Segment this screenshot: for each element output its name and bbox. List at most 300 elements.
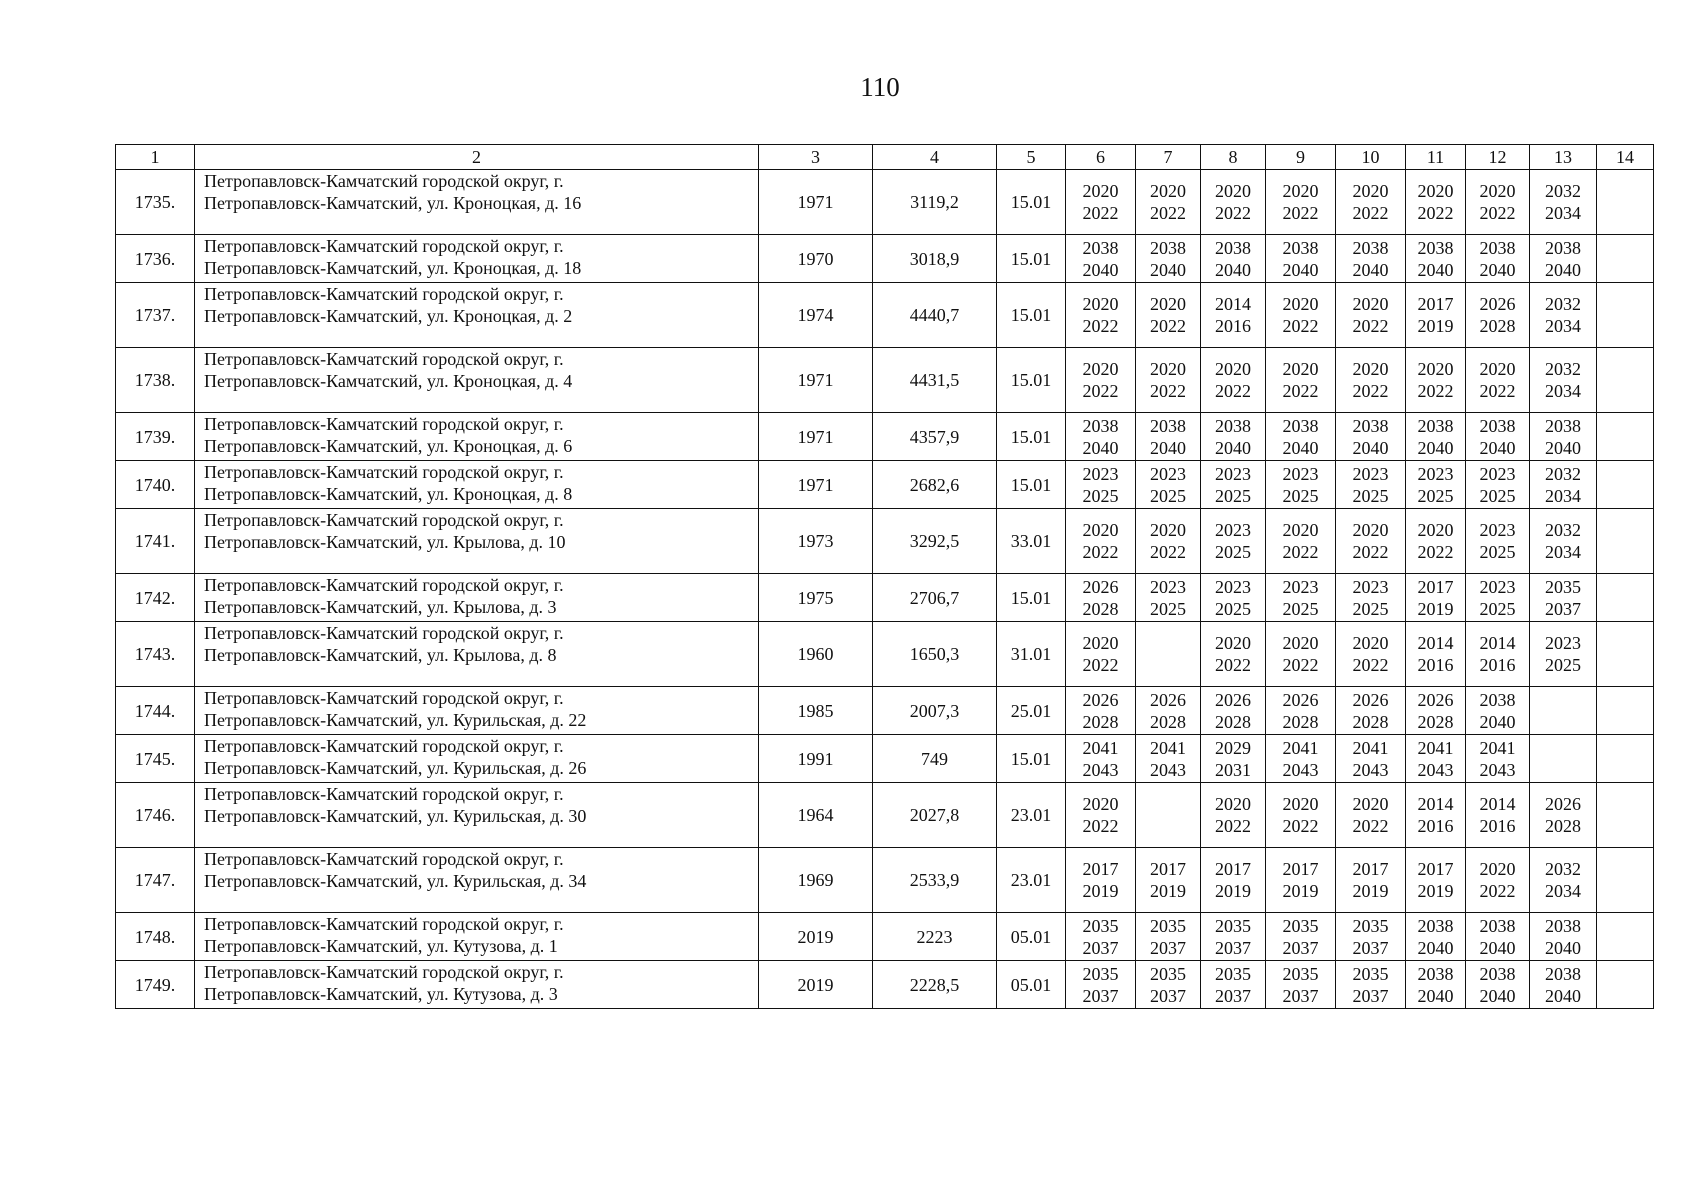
- total-area: 2007,3: [873, 687, 997, 735]
- period-start: 2020: [1215, 794, 1251, 814]
- address-line: Петропавловск-Камчатский, ул. Крылова, д. 8: [204, 645, 557, 665]
- period-end: 2040: [1479, 985, 1516, 1006]
- period-cell: [1201, 574, 1266, 622]
- period-cell: [1466, 735, 1530, 783]
- period-end: 2019: [1215, 881, 1251, 901]
- period-cell: [1136, 913, 1201, 961]
- period-cell: [1136, 170, 1201, 235]
- period-end: 2025: [1282, 598, 1319, 619]
- period-end: 2028: [1479, 316, 1516, 336]
- period-end: 2034: [1545, 203, 1581, 223]
- period-cell: [1201, 687, 1266, 735]
- period-end: 2037: [1282, 937, 1319, 958]
- wear-code: 15.01: [997, 235, 1066, 283]
- period-cell: [1530, 574, 1597, 622]
- address-line: Петропавловск-Камчатский, ул. Кроноцкая, д. 16: [204, 193, 582, 213]
- period-start: 2032: [1545, 859, 1581, 879]
- period-cell: [1336, 413, 1406, 461]
- address-cell: [195, 687, 759, 735]
- wear-code: 15.01: [997, 574, 1066, 622]
- period-cell: [1336, 574, 1406, 622]
- period-end: 2040: [1479, 437, 1516, 458]
- period-start: 2032: [1545, 181, 1581, 201]
- period-start: 2017: [1417, 294, 1454, 314]
- period-range: [1418, 463, 1454, 507]
- period-range: [1283, 293, 1319, 337]
- total-area: 749: [873, 735, 997, 783]
- period-cell: [1406, 283, 1466, 348]
- period-end: 2040: [1479, 259, 1516, 280]
- wear-code: 05.01: [997, 961, 1066, 1009]
- period-end: 2028: [1417, 711, 1454, 732]
- period-start: 2017: [1417, 576, 1454, 597]
- period-cell: [1466, 687, 1530, 735]
- period-start: 2020: [1150, 181, 1186, 201]
- period-cell: [1136, 848, 1201, 913]
- period-cell: [1597, 235, 1654, 283]
- construction-year: 1975: [759, 574, 873, 622]
- period-end: 2022: [1352, 316, 1389, 336]
- period-end: 2043: [1282, 759, 1319, 780]
- period-cell: [1406, 913, 1466, 961]
- total-area: 2027,8: [873, 783, 997, 848]
- period-range: [1283, 858, 1319, 902]
- row-number: 1737.: [116, 283, 195, 348]
- period-start: 2023: [1215, 576, 1251, 597]
- period-range: [1418, 793, 1454, 837]
- period-range: [1283, 632, 1319, 676]
- housing-register-table: [115, 144, 1654, 1009]
- period-end: 2022: [1150, 381, 1186, 401]
- period-end: 2025: [1352, 598, 1389, 619]
- period-cell: [1466, 961, 1530, 1009]
- period-end: 2025: [1479, 598, 1516, 619]
- address-line: Петропавловск-Камчатский городской округ, г.: [204, 849, 564, 869]
- period-end: 2040: [1082, 259, 1119, 280]
- address-cell: [195, 283, 759, 348]
- period-end: 2043: [1082, 759, 1119, 780]
- period-end: 2022: [1282, 203, 1319, 223]
- header-cell: 3: [759, 145, 873, 170]
- period-end: 2022: [1150, 542, 1186, 562]
- page-number: 110: [860, 72, 900, 102]
- period-cell: [1266, 283, 1336, 348]
- period-range: [1545, 519, 1581, 563]
- row-number: 1740.: [116, 461, 195, 509]
- period-cell: [1597, 848, 1654, 913]
- period-cell: [1406, 735, 1466, 783]
- period-range: [1480, 632, 1516, 676]
- period-start: 2020: [1352, 359, 1389, 379]
- period-cell: [1066, 735, 1136, 783]
- period-cell: [1530, 170, 1597, 235]
- period-cell: [1201, 509, 1266, 574]
- period-range: [1545, 237, 1581, 281]
- period-range: [1353, 237, 1389, 281]
- address-cell: [195, 348, 759, 413]
- wear-code: 15.01: [997, 170, 1066, 235]
- period-range: [1353, 358, 1389, 402]
- period-cell: [1530, 687, 1597, 735]
- period-start: 2020: [1479, 859, 1516, 879]
- period-end: 2022: [1352, 203, 1389, 223]
- period-cell: [1066, 913, 1136, 961]
- wear-code: 25.01: [997, 687, 1066, 735]
- period-range: [1150, 689, 1186, 733]
- period-start: 2038: [1352, 237, 1389, 258]
- period-end: 2034: [1545, 316, 1581, 336]
- period-cell: [1466, 848, 1530, 913]
- period-end: 2043: [1150, 759, 1186, 780]
- table-row: [116, 461, 1654, 509]
- period-end: 2040: [1417, 437, 1454, 458]
- period-cell: [1136, 413, 1201, 461]
- period-end: 2040: [1417, 937, 1454, 958]
- period-cell: [1336, 848, 1406, 913]
- period-cell: [1266, 235, 1336, 283]
- period-cell: [1336, 509, 1406, 574]
- period-start: 2029: [1215, 737, 1251, 758]
- period-range: [1083, 293, 1119, 337]
- period-range: [1418, 963, 1454, 1007]
- period-start: 2017: [1417, 859, 1454, 879]
- period-cell: [1136, 735, 1201, 783]
- period-cell: [1066, 461, 1136, 509]
- period-cell: [1266, 735, 1336, 783]
- period-end: 2019: [1417, 598, 1454, 619]
- period-cell: [1336, 783, 1406, 848]
- period-cell: [1530, 622, 1597, 687]
- address-cell: [195, 509, 759, 574]
- period-end: 2022: [1282, 381, 1319, 401]
- period-start: 2020: [1417, 520, 1454, 540]
- period-cell: [1530, 235, 1597, 283]
- period-start: 2023: [1215, 463, 1251, 484]
- period-start: 2023: [1082, 463, 1119, 484]
- period-range: [1150, 576, 1186, 620]
- period-end: 2025: [1479, 485, 1516, 506]
- period-start: 2035: [1282, 963, 1319, 984]
- period-end: 2022: [1215, 816, 1251, 836]
- period-start: 2023: [1545, 633, 1581, 653]
- construction-year: 1974: [759, 283, 873, 348]
- period-end: 2040: [1282, 259, 1319, 280]
- header-cell: 11: [1406, 145, 1466, 170]
- construction-year: 1971: [759, 348, 873, 413]
- period-end: 2022: [1150, 203, 1186, 223]
- period-end: 2025: [1417, 485, 1454, 506]
- period-end: 2040: [1082, 437, 1119, 458]
- period-cell: [1201, 913, 1266, 961]
- period-cell: [1066, 961, 1136, 1009]
- wear-code: 15.01: [997, 413, 1066, 461]
- total-area: 4431,5: [873, 348, 997, 413]
- period-start: 2035: [1282, 915, 1319, 936]
- period-end: 2022: [1479, 381, 1516, 401]
- period-start: 2035: [1150, 915, 1186, 936]
- wear-code: 23.01: [997, 783, 1066, 848]
- period-range: [1480, 415, 1516, 459]
- period-range: [1418, 358, 1454, 402]
- period-cell: [1266, 848, 1336, 913]
- period-range: [1545, 858, 1581, 902]
- period-cell: [1530, 509, 1597, 574]
- period-range: [1480, 519, 1516, 563]
- period-cell: [1136, 461, 1201, 509]
- period-start: 2032: [1545, 359, 1581, 379]
- address-line: Петропавловск-Камчатский, ул. Крылова, д. 3: [204, 597, 557, 617]
- period-start: 2017: [1215, 859, 1251, 879]
- period-end: 2028: [1545, 816, 1581, 836]
- address-cell: [195, 735, 759, 783]
- period-end: 2040: [1545, 437, 1581, 458]
- period-cell: [1597, 283, 1654, 348]
- period-cell: [1597, 461, 1654, 509]
- period-end: 2043: [1352, 759, 1389, 780]
- period-end: 2040: [1545, 259, 1581, 280]
- period-cell: [1201, 735, 1266, 783]
- period-range: [1418, 519, 1454, 563]
- header-cell: 14: [1597, 145, 1654, 170]
- period-start: 2020: [1215, 359, 1251, 379]
- period-range: [1215, 689, 1251, 733]
- period-start: 2038: [1417, 237, 1454, 258]
- construction-year: 1971: [759, 170, 873, 235]
- period-start: 2023: [1417, 463, 1454, 484]
- period-start: 2020: [1479, 359, 1516, 379]
- period-cell: [1266, 961, 1336, 1009]
- period-range: [1545, 915, 1581, 959]
- total-area: 2706,7: [873, 574, 997, 622]
- period-cell: [1266, 413, 1336, 461]
- table-row: [116, 509, 1654, 574]
- period-start: 2026: [1150, 689, 1186, 710]
- period-range: [1283, 689, 1319, 733]
- period-range: [1545, 293, 1581, 337]
- period-end: 2019: [1417, 316, 1454, 336]
- period-range: [1150, 293, 1186, 337]
- period-start: 2038: [1545, 237, 1581, 258]
- period-end: 2016: [1479, 655, 1516, 675]
- period-cell: [1066, 170, 1136, 235]
- period-end: 2040: [1150, 259, 1186, 280]
- period-start: 2035: [1215, 963, 1251, 984]
- address-cell: [195, 961, 759, 1009]
- period-start: 2014: [1417, 633, 1454, 653]
- address-line: Петропавловск-Камчатский городской округ, г.: [204, 623, 564, 643]
- period-range: [1353, 858, 1389, 902]
- address-cell: [195, 574, 759, 622]
- period-start: 2020: [1282, 794, 1319, 814]
- period-start: 2038: [1545, 415, 1581, 436]
- row-number: 1735.: [116, 170, 195, 235]
- period-start: 2020: [1150, 294, 1186, 314]
- period-range: [1353, 415, 1389, 459]
- row-number: 1741.: [116, 509, 195, 574]
- period-range: [1215, 632, 1251, 676]
- period-cell: [1336, 235, 1406, 283]
- period-range: [1418, 689, 1454, 733]
- period-cell: [1406, 783, 1466, 848]
- header-cell: 13: [1530, 145, 1597, 170]
- period-cell: [1066, 622, 1136, 687]
- period-cell: [1466, 783, 1530, 848]
- period-cell: [1201, 348, 1266, 413]
- period-range: [1545, 963, 1581, 1007]
- construction-year: 2019: [759, 961, 873, 1009]
- period-cell: [1136, 687, 1201, 735]
- period-cell: [1466, 235, 1530, 283]
- period-start: 2020: [1479, 181, 1516, 201]
- period-range: [1418, 180, 1454, 224]
- period-range: [1480, 358, 1516, 402]
- period-cell: [1136, 348, 1201, 413]
- period-cell: [1466, 413, 1530, 461]
- period-range: [1150, 737, 1186, 781]
- period-range: [1083, 358, 1119, 402]
- construction-year: 1964: [759, 783, 873, 848]
- period-start: 2035: [1082, 915, 1119, 936]
- period-end: 2022: [1215, 381, 1251, 401]
- period-range: [1215, 963, 1251, 1007]
- period-start: 2023: [1215, 520, 1251, 540]
- period-end: 2040: [1282, 437, 1319, 458]
- period-range: [1418, 737, 1454, 781]
- period-end: 2025: [1215, 542, 1251, 562]
- period-range: [1480, 858, 1516, 902]
- period-start: 2023: [1352, 463, 1389, 484]
- period-range: [1150, 358, 1186, 402]
- period-start: 2023: [1352, 576, 1389, 597]
- address-line: Петропавловск-Камчатский городской округ, г.: [204, 914, 564, 934]
- period-cell: [1530, 913, 1597, 961]
- period-start: 2020: [1352, 633, 1389, 653]
- period-cell: [1466, 283, 1530, 348]
- row-number: 1743.: [116, 622, 195, 687]
- period-end: 2037: [1082, 985, 1119, 1006]
- period-start: 2041: [1082, 737, 1119, 758]
- period-end: 2040: [1215, 437, 1251, 458]
- period-end: 2022: [1282, 816, 1319, 836]
- period-start: 2026: [1417, 689, 1454, 710]
- period-range: [1083, 737, 1119, 781]
- construction-year: 1985: [759, 687, 873, 735]
- period-start: 2023: [1282, 576, 1319, 597]
- period-cell: [1136, 283, 1201, 348]
- period-range: [1083, 576, 1119, 620]
- period-start: 2038: [1417, 915, 1454, 936]
- period-range: [1353, 689, 1389, 733]
- period-end: 2025: [1082, 485, 1119, 506]
- period-range: [1215, 793, 1251, 837]
- period-start: 2038: [1215, 415, 1251, 436]
- period-end: 2019: [1150, 881, 1186, 901]
- period-cell: [1597, 413, 1654, 461]
- period-end: 2040: [1352, 437, 1389, 458]
- construction-year: 1991: [759, 735, 873, 783]
- period-cell: [1530, 348, 1597, 413]
- construction-year: 1971: [759, 413, 873, 461]
- period-range: [1353, 576, 1389, 620]
- wear-code: 05.01: [997, 913, 1066, 961]
- period-cell: [1266, 509, 1336, 574]
- table-body: [116, 170, 1654, 1009]
- period-start: 2020: [1417, 181, 1454, 201]
- period-cell: [1336, 687, 1406, 735]
- period-cell: [1066, 283, 1136, 348]
- address-line: Петропавловск-Камчатский городской округ, г.: [204, 171, 564, 191]
- period-start: 2038: [1150, 415, 1186, 436]
- table-row: [116, 913, 1654, 961]
- period-end: 2028: [1352, 711, 1389, 732]
- period-cell: [1066, 574, 1136, 622]
- period-range: [1150, 237, 1186, 281]
- period-range: [1418, 576, 1454, 620]
- period-range: [1283, 737, 1319, 781]
- address-cell: [195, 170, 759, 235]
- period-start: 2020: [1082, 181, 1119, 201]
- period-range: [1083, 180, 1119, 224]
- total-area: 2223: [873, 913, 997, 961]
- period-start: 2038: [1479, 963, 1516, 984]
- period-cell: [1201, 961, 1266, 1009]
- period-end: 2031: [1215, 759, 1251, 780]
- period-start: 2023: [1150, 576, 1186, 597]
- period-cell: [1406, 574, 1466, 622]
- period-range: [1353, 915, 1389, 959]
- period-cell: [1597, 574, 1654, 622]
- period-cell: [1336, 461, 1406, 509]
- table-row: [116, 413, 1654, 461]
- period-cell: [1597, 735, 1654, 783]
- period-end: 2040: [1417, 259, 1454, 280]
- wear-code: 15.01: [997, 735, 1066, 783]
- period-end: 2037: [1215, 937, 1251, 958]
- period-range: [1353, 793, 1389, 837]
- period-cell: [1066, 509, 1136, 574]
- period-cell: [1406, 848, 1466, 913]
- period-cell: [1530, 735, 1597, 783]
- total-area: 3119,2: [873, 170, 997, 235]
- address-line: Петропавловск-Камчатский, ул. Кроноцкая, д. 2: [204, 306, 573, 326]
- period-start: 2032: [1545, 463, 1581, 484]
- period-end: 2028: [1150, 711, 1186, 732]
- period-cell: [1336, 283, 1406, 348]
- period-range: [1283, 793, 1319, 837]
- total-area: 2228,5: [873, 961, 997, 1009]
- row-number: 1736.: [116, 235, 195, 283]
- address-line: Петропавловск-Камчатский, ул. Крылова, д. 10: [204, 532, 566, 552]
- period-start: 2020: [1082, 294, 1119, 314]
- header-cell: 4: [873, 145, 997, 170]
- period-range: [1480, 463, 1516, 507]
- period-end: 2022: [1282, 316, 1319, 336]
- period-range: [1545, 576, 1581, 620]
- period-end: 2037: [1282, 985, 1319, 1006]
- period-start: 2017: [1282, 859, 1319, 879]
- period-range: [1283, 180, 1319, 224]
- period-start: 2035: [1215, 915, 1251, 936]
- period-start: 2038: [1082, 237, 1119, 258]
- period-cell: [1266, 170, 1336, 235]
- address-line: Петропавловск-Камчатский, ул. Курильская, д. 34: [204, 871, 587, 891]
- row-number: 1738.: [116, 348, 195, 413]
- construction-year: 1971: [759, 461, 873, 509]
- address-cell: [195, 413, 759, 461]
- period-range: [1283, 415, 1319, 459]
- table-row: [116, 170, 1654, 235]
- period-end: 2040: [1545, 937, 1581, 958]
